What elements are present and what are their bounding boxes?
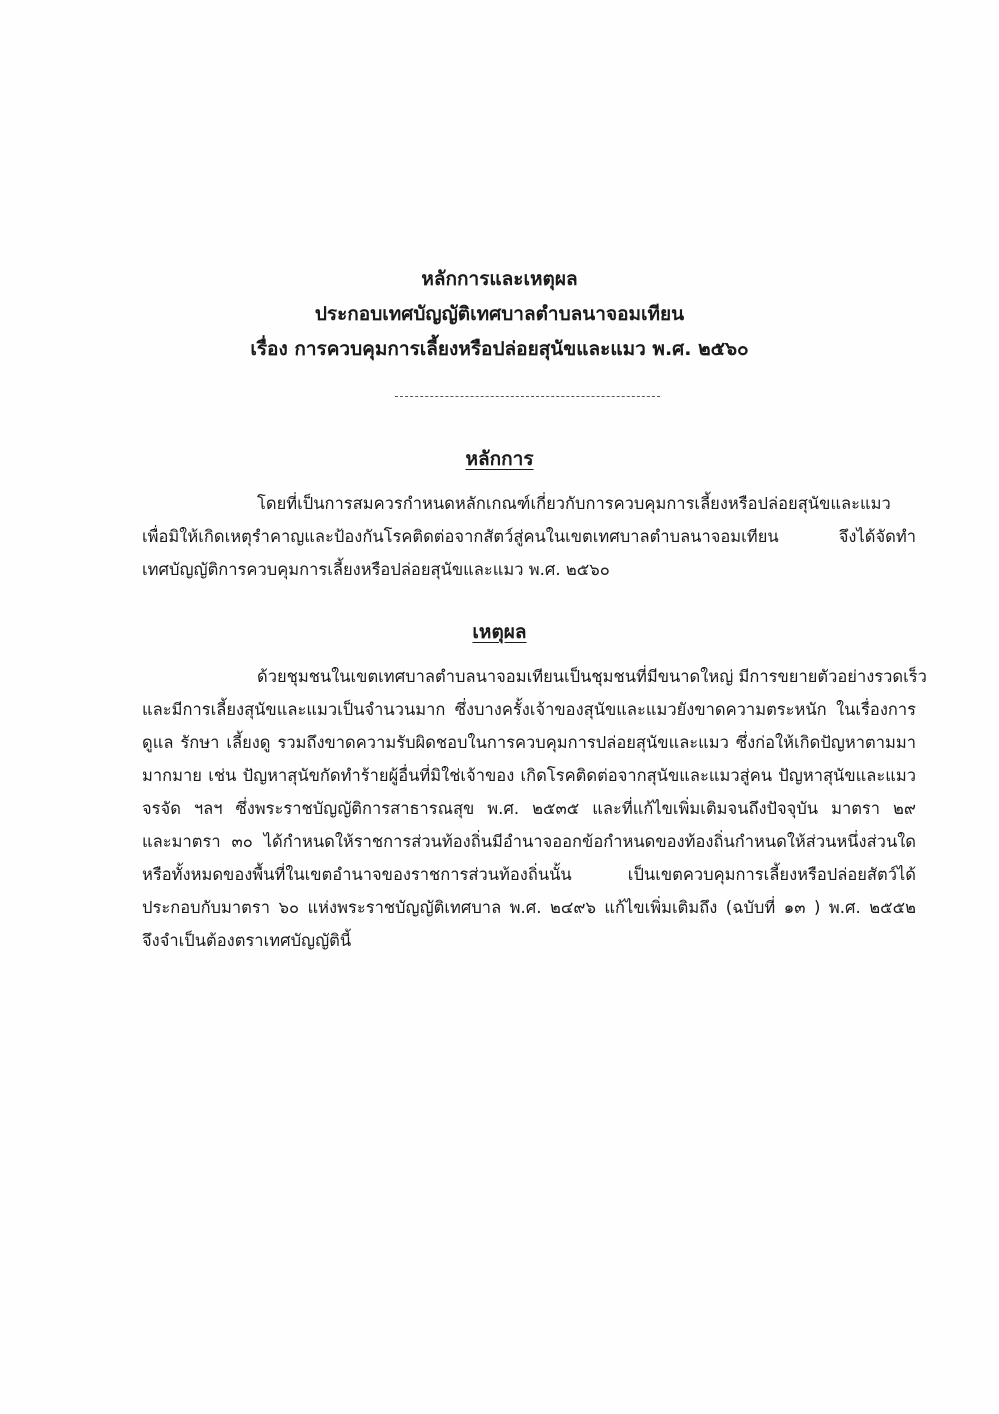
reason-line-8: ประกอบกับมาตรา ๖๐ แห่งพระราชบัญญัติเทศบาล พ.ศ. ๒๔๙๖ แก้ไขเพิ่มเติมถึง (ฉบับที่ ๑๓ ) พ.ศ. ๒๕๕๒ (142, 898, 916, 917)
reason-line-3: ดูแล รักษา เลี้ยงดู รวมถึงขาดความรับผิดชอบในการควบคุมการปล่อยสุนัขและแมว ซึ่งก่อให้เกิดปัญหาตามมา (142, 733, 916, 752)
heading-principle-text: หลักการ (465, 448, 534, 470)
principle-paragraph (142, 487, 916, 586)
heading-reason-text: เหตุผล (472, 621, 527, 643)
reason-line-6: และมาตรา ๓๐ ได้กำหนดให้ราชการส่วนท้องถิ่นมีอำนาจออกข้อกำหนดของท้องถิ่นกำหนดให้ส่วนหนึ่งส่วนใด (142, 832, 916, 851)
reason-paragraph (142, 660, 927, 957)
reason-line-4: มากมาย เช่น ปัญหาสุนัขกัดทำร้ายผู้อื่นที่มิใช่เจ้าของ เกิดโรคติดต่อจากสุนัขและแมวสู่คน ปัญหาสุนัขและแมว (142, 766, 916, 785)
principle-line-3: เทศบัญญัติการควบคุมการเลี้ยงหรือปล่อยสุนัขและแมว พ.ศ. ๒๕๖๐ (142, 560, 610, 579)
title-line-2: ประกอบเทศบัญญัติเทศบาลตำบลนาจอมเทียน (314, 303, 685, 325)
document-title (0, 262, 999, 367)
title-line-3: เรื่อง การควบคุมการเลี้ยงหรือปล่อยสุนัขและแมว พ.ศ. ๒๕๖๐ (250, 338, 749, 360)
reason-line-7: หรือทั้งหมดของพื้นที่ในเขตอำนาจของราชการส่วนท้องถิ่นนั้น เป็นเขตควบคุมการเลี้ยงหรือปล่อยสัตว์ได้ (142, 865, 916, 884)
title-line-1: หลักการและเหตุผล (421, 268, 578, 290)
principle-line-1: โดยที่เป็นการสมควรกำหนดหลักเกณฑ์เกี่ยวกับการควบคุมการเลี้ยงหรือปล่อยสุนัขและแมว (257, 494, 891, 513)
dashed-divider (395, 396, 660, 397)
principle-line-2: เพื่อมิให้เกิดเหตุรำคาญและป้องกันโรคติดต่อจากสัตว์สู่คนในเขตเทศบาลตำบลนาจอมเทียน จึงได้จัดทำ (142, 527, 916, 546)
reason-line-9: จึงจำเป็นต้องตราเทศบัญญัตินี้ (142, 931, 352, 950)
reason-line-2: และมีการเลี้ยงสุนัขและแมวเป็นจำนวนมาก ซึ่งบางครั้งเจ้าของสุนัขและแมวยังขาดความตระหนัก ในเรื่องการ (142, 700, 916, 719)
reason-line-1: ด้วยชุมชนในเขตเทศบาลตำบลนาจอมเทียนเป็นชุมชนที่มีขนาดใหญ่ มีการขยายตัวอย่างรวดเร็ว (257, 667, 927, 686)
section-heading-principle (0, 444, 999, 474)
reason-line-5: จรจัด ฯลฯ ซึ่งพระราชบัญญัติการสาธารณสุข พ.ศ. ๒๕๓๕ และที่แก้ไขเพิ่มเติมจนถึงปัจจุบัน มาตรา ๒๙ (142, 799, 916, 818)
section-heading-reason (0, 617, 999, 647)
